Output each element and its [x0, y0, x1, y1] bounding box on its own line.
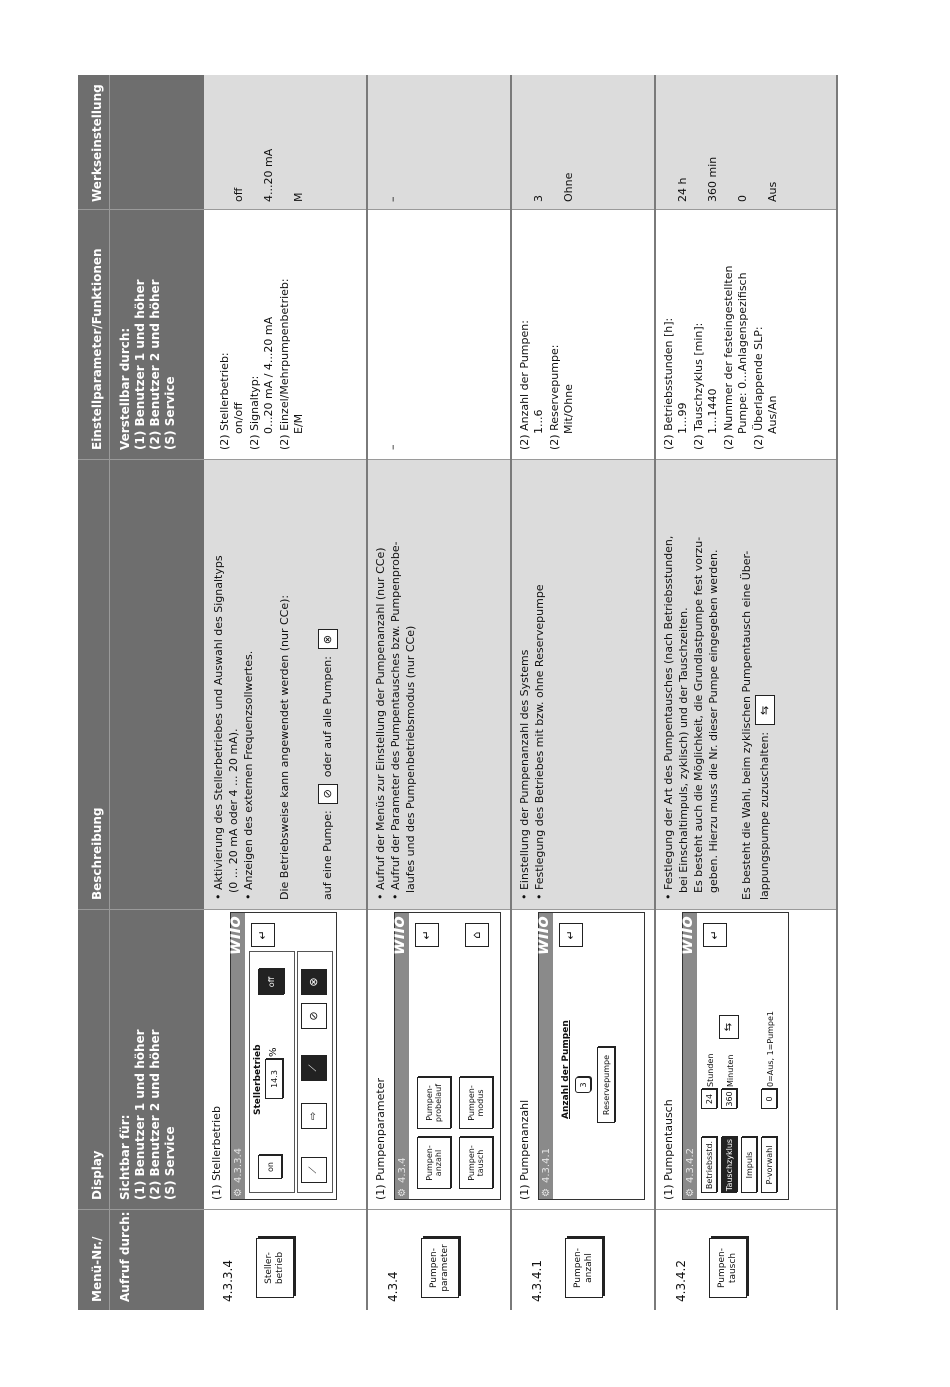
verstellbar-line-2: (1) Benutzer 1 und höher: [133, 279, 147, 450]
sichtbar-line-2: (1) Benutzer 1 und höher: [133, 1029, 147, 1200]
impuls-button[interactable]: Impuls: [741, 1137, 757, 1193]
p-vorwahl-hint: 0=Aus, 1=Pumpe1: [766, 1010, 775, 1087]
pumpenparameter-menu-button[interactable]: [421, 1238, 459, 1298]
wilo-logo: wilo: [677, 916, 697, 956]
param-4-3-3-4-4: 0...20 mA / 4...20 mA: [262, 316, 275, 434]
single-pump-inline-icon: ⊘: [318, 784, 338, 804]
param-4-3-4-2-8: Aus/An: [766, 395, 779, 434]
verstellbar-line-1: Verstellbar durch:: [118, 327, 132, 450]
header-display: Display: [90, 1150, 104, 1200]
werk-4-3-3-4-2: 4...20 mA: [262, 148, 275, 202]
param-4-3-3-4-3: (2) Signaltyp:: [248, 375, 261, 450]
menu-nr-4-3-3-4: 4.3.3.4: [221, 1260, 235, 1302]
gear-icon: ⚙: [233, 1188, 244, 1197]
overlap-pump-inline-icon: ⇆: [755, 695, 775, 725]
desc-4-3-4-line-1: • Aufruf der Menüs zur Einstellung der Pumpenanzahl (nur CCe): [374, 547, 387, 900]
param-4-3-4-2-4: 1...1440: [706, 388, 719, 434]
verstellbar-line-4: (S) Service: [163, 376, 177, 450]
arrow-icon[interactable]: ⇨: [301, 1103, 327, 1129]
home-icon[interactable]: ⌂: [465, 923, 489, 947]
werk-4-3-4-2-2: 360 min: [706, 156, 719, 202]
enter-icon[interactable]: ↵: [415, 923, 439, 947]
screen-menu-number: 4.3.4.1: [541, 1148, 552, 1183]
param-4-3-4-1-1: (2) Anzahl der Pumpen:: [518, 320, 531, 450]
single-pump-icon[interactable]: ⊘: [301, 1003, 327, 1029]
desc-4-3-4-2-line-3: Es besteht auch die Möglichkeit, die Grundlastpumpe fest vorzu-: [692, 536, 705, 900]
param-4-3-4-2-5: (2) Nummer der festeingestellten: [722, 265, 735, 450]
werk-4-3-4: –: [386, 196, 399, 202]
pumpentausch-screen-caption: (1) Pumpentausch: [662, 1099, 675, 1200]
signal-0-20-icon[interactable]: ⟋: [301, 1157, 327, 1183]
parameter-table: [78, 75, 848, 1310]
param-4-3-4-1-3: (2) Reservepumpe:: [548, 344, 561, 450]
param-4-3-3-4-6: E/M: [292, 413, 305, 434]
stellerbetrieb-menu-button[interactable]: [256, 1238, 294, 1298]
pumpenanzahl-button[interactable]: Pumpen- anzahl: [417, 1137, 451, 1189]
screen-menu-number: 4.3.4: [397, 1157, 408, 1183]
desc-4-3-4-2-line-6: Es besteht die Wahl, beim zyklischen Pumpentausch eine Über-: [740, 550, 753, 900]
desc-4-3-3-4-line-2: (0 ... 20 mA oder 4 ... 20 mA).: [227, 728, 240, 900]
multi-pump-icon[interactable]: ⊗: [301, 969, 327, 995]
desc-4-3-3-4-line-1: • Aktivierung des Stellerbetriebes und Auswahl des Signaltyps: [212, 555, 225, 900]
param-4-3-4-2-3: (2) Tauschzyklus [min]:: [692, 322, 705, 450]
werk-4-3-4-2-3: 0: [736, 195, 749, 202]
pumpenparameter-screen: [389, 912, 501, 1200]
header-beschreibung: Beschreibung: [90, 807, 104, 900]
sichtbar-line-3: (2) Benutzer 2 und höher: [148, 1029, 162, 1200]
screen-menu-number: 4.3.3.4: [233, 1148, 244, 1183]
header-werkseinstellung: Werkseinstellung: [90, 84, 104, 202]
werk-4-3-3-4-3: M: [292, 192, 305, 202]
pump-count-field[interactable]: 3: [575, 1077, 591, 1093]
desc-4-3-4-1-line-2: • Festlegung des Betriebes mit bzw. ohne Reservepumpe: [533, 584, 546, 900]
pumpenanzahl-screen-caption: (1) Pumpenanzahl: [518, 1099, 531, 1200]
desc-4-3-4-2-line-1: • Festlegung der Art des Pumpentausches (nach Betriebsstunden,: [662, 535, 675, 900]
pumpenparameter-screen-caption: (1) Pumpenparameter: [374, 1078, 387, 1200]
overlap-pump-icon[interactable]: ⇆: [719, 1015, 739, 1039]
frequency-value-field[interactable]: 14.3: [265, 1059, 283, 1099]
param-4-3-4-1-4: Mit/Ohne: [562, 384, 575, 434]
header-menu-nr: Menü-Nr./: [90, 1236, 104, 1302]
screen-menu-number: 4.3.4.2: [685, 1148, 696, 1183]
desc-4-3-3-4-pump-line: auf eine Pumpe: ⊘ oder auf alle Pumpen: ⊗: [318, 627, 338, 901]
minuten-unit: Minuten: [726, 1054, 735, 1087]
stellerbetrieb-screen-caption: (1) Stellerbetrieb: [210, 1106, 223, 1200]
wilo-logo: wilo: [389, 916, 409, 956]
param-4-3-4-2-7: (2) Überlappende SLP:: [752, 326, 765, 450]
param-4-3-4: –: [386, 444, 399, 450]
werk-4-3-4-2-1: 24 h: [676, 177, 689, 202]
pumpenanzahl-menu-label: Pumpen- anzahl: [573, 1248, 594, 1288]
param-4-3-4-1-2: 1...6: [532, 409, 545, 434]
gear-icon: ⚙: [685, 1188, 696, 1197]
param-4-3-4-2-2: 1...99: [676, 402, 689, 434]
pumpenanzahl-menu-button[interactable]: [565, 1238, 603, 1298]
pumpenanzahl-screen: [533, 912, 645, 1200]
wilo-logo: wilo: [225, 916, 245, 956]
enter-icon[interactable]: ↵: [703, 923, 727, 947]
enter-icon[interactable]: ↵: [559, 923, 583, 947]
werk-4-3-4-1-1: 3: [532, 195, 545, 202]
betriebsstd-button[interactable]: Betriebsstd.: [701, 1137, 717, 1193]
desc-4-3-4-2-line-7: lappungspumpe zuzuschalten: ⇆: [755, 692, 775, 900]
param-4-3-4-2-6: Pumpe: 0...Anlagenspezifisch: [736, 272, 749, 434]
menu-nr-4-3-4-1: 4.3.4.1: [530, 1260, 544, 1302]
pumpentausch-menu-label: Pumpen- tausch: [717, 1248, 738, 1288]
stunden-unit: Stunden: [706, 1053, 715, 1087]
wilo-logo: wilo: [533, 916, 553, 956]
pumpentausch-button[interactable]: Pumpen- tausch: [459, 1137, 493, 1189]
menu-nr-4-3-4: 4.3.4: [386, 1271, 400, 1302]
desc-4-3-4-line-2: • Aufruf der Parameter des Pumpentausches bzw. Pumpenprobe-: [389, 541, 402, 900]
aufruf-label: Aufruf durch:: [118, 1211, 132, 1302]
pumpenprobelauf-button[interactable]: Pumpen- probelauf: [417, 1077, 451, 1129]
stellerbetrieb-menu-label: Steller- betrieb: [264, 1251, 285, 1285]
betriebsstd-value[interactable]: 24: [701, 1089, 717, 1109]
werk-4-3-4-2-4: Aus: [766, 181, 779, 202]
desc-4-3-4-line-3: laufes und des Pumpenbetriebsmodus (nur CCe): [404, 625, 417, 900]
p-vorwahl-button[interactable]: P-vorwahl: [761, 1137, 777, 1193]
werk-4-3-3-4-1: off: [232, 187, 245, 202]
werk-4-3-4-1-2: Ohne: [562, 172, 575, 202]
param-4-3-3-4-2: on/off: [232, 402, 245, 434]
multi-pump-inline-icon: ⊗: [318, 630, 338, 650]
enter-icon[interactable]: ↵: [251, 923, 275, 947]
param-4-3-3-4-1: (2) Stellerbetrieb:: [218, 352, 231, 450]
p-vorwahl-value[interactable]: 0: [761, 1089, 777, 1109]
param-4-3-3-4-5: (2) Einzel/Mehrpumpenbetrieb:: [278, 278, 291, 450]
tauschzyklus-button[interactable]: Tauschzyklus: [721, 1137, 737, 1193]
desc-4-3-4-2-line-2: bei Einschaltimpuls, zyklisch) und der Tauschzeiten.: [677, 607, 690, 900]
pumpentausch-screen: [677, 912, 789, 1200]
menu-nr-4-3-4-2: 4.3.4.2: [674, 1260, 688, 1302]
pumpenmodus-button[interactable]: Pumpen- modus: [459, 1077, 493, 1129]
pumpenparameter-menu-label: Pumpen- parameter: [429, 1244, 450, 1292]
header-einstellparameter: Einstellparameter/Funktionen: [90, 248, 104, 450]
signal-4-20-icon[interactable]: ⟋: [301, 1055, 327, 1081]
desc-4-3-4-2-line-4: geben. Hierzu muss die Nr. dieser Pumpe eingegeben werden.: [707, 549, 720, 900]
reservepumpe-button[interactable]: Reservepumpe: [597, 1047, 615, 1123]
desc-4-3-3-4-line-5: Die Betriebsweise kann angewendet werden (nur CCe):: [278, 594, 291, 900]
stellerbetrieb-screen: [225, 912, 337, 1200]
off-button[interactable]: off: [258, 969, 284, 995]
param-4-3-4-2-1: (2) Betriebsstunden [h]:: [662, 317, 675, 450]
anzahl-pumpen-title: Anzahl der Pumpen: [561, 1020, 571, 1119]
stellerbetrieb-title: Stellerbetrieb: [253, 1044, 263, 1115]
verstellbar-line-3: (2) Benutzer 2 und höher: [148, 279, 162, 450]
tauschzyklus-value[interactable]: 360: [721, 1089, 737, 1109]
on-button[interactable]: on: [258, 1155, 282, 1179]
desc-4-3-3-4-line-3: • Anzeigen des externen Frequenzsollwertes.: [242, 650, 255, 900]
pumpentausch-menu-button[interactable]: [709, 1238, 747, 1298]
sichtbar-line-1: Sichtbar für:: [118, 1114, 132, 1200]
desc-4-3-4-1-line-1: • Einstellung der Pumpenanzahl des Systems: [518, 649, 531, 900]
gear-icon: ⚙: [541, 1188, 552, 1197]
percent-unit: %: [268, 1047, 279, 1057]
sichtbar-line-4: (S) Service: [163, 1126, 177, 1200]
gear-icon: ⚙: [397, 1188, 408, 1197]
